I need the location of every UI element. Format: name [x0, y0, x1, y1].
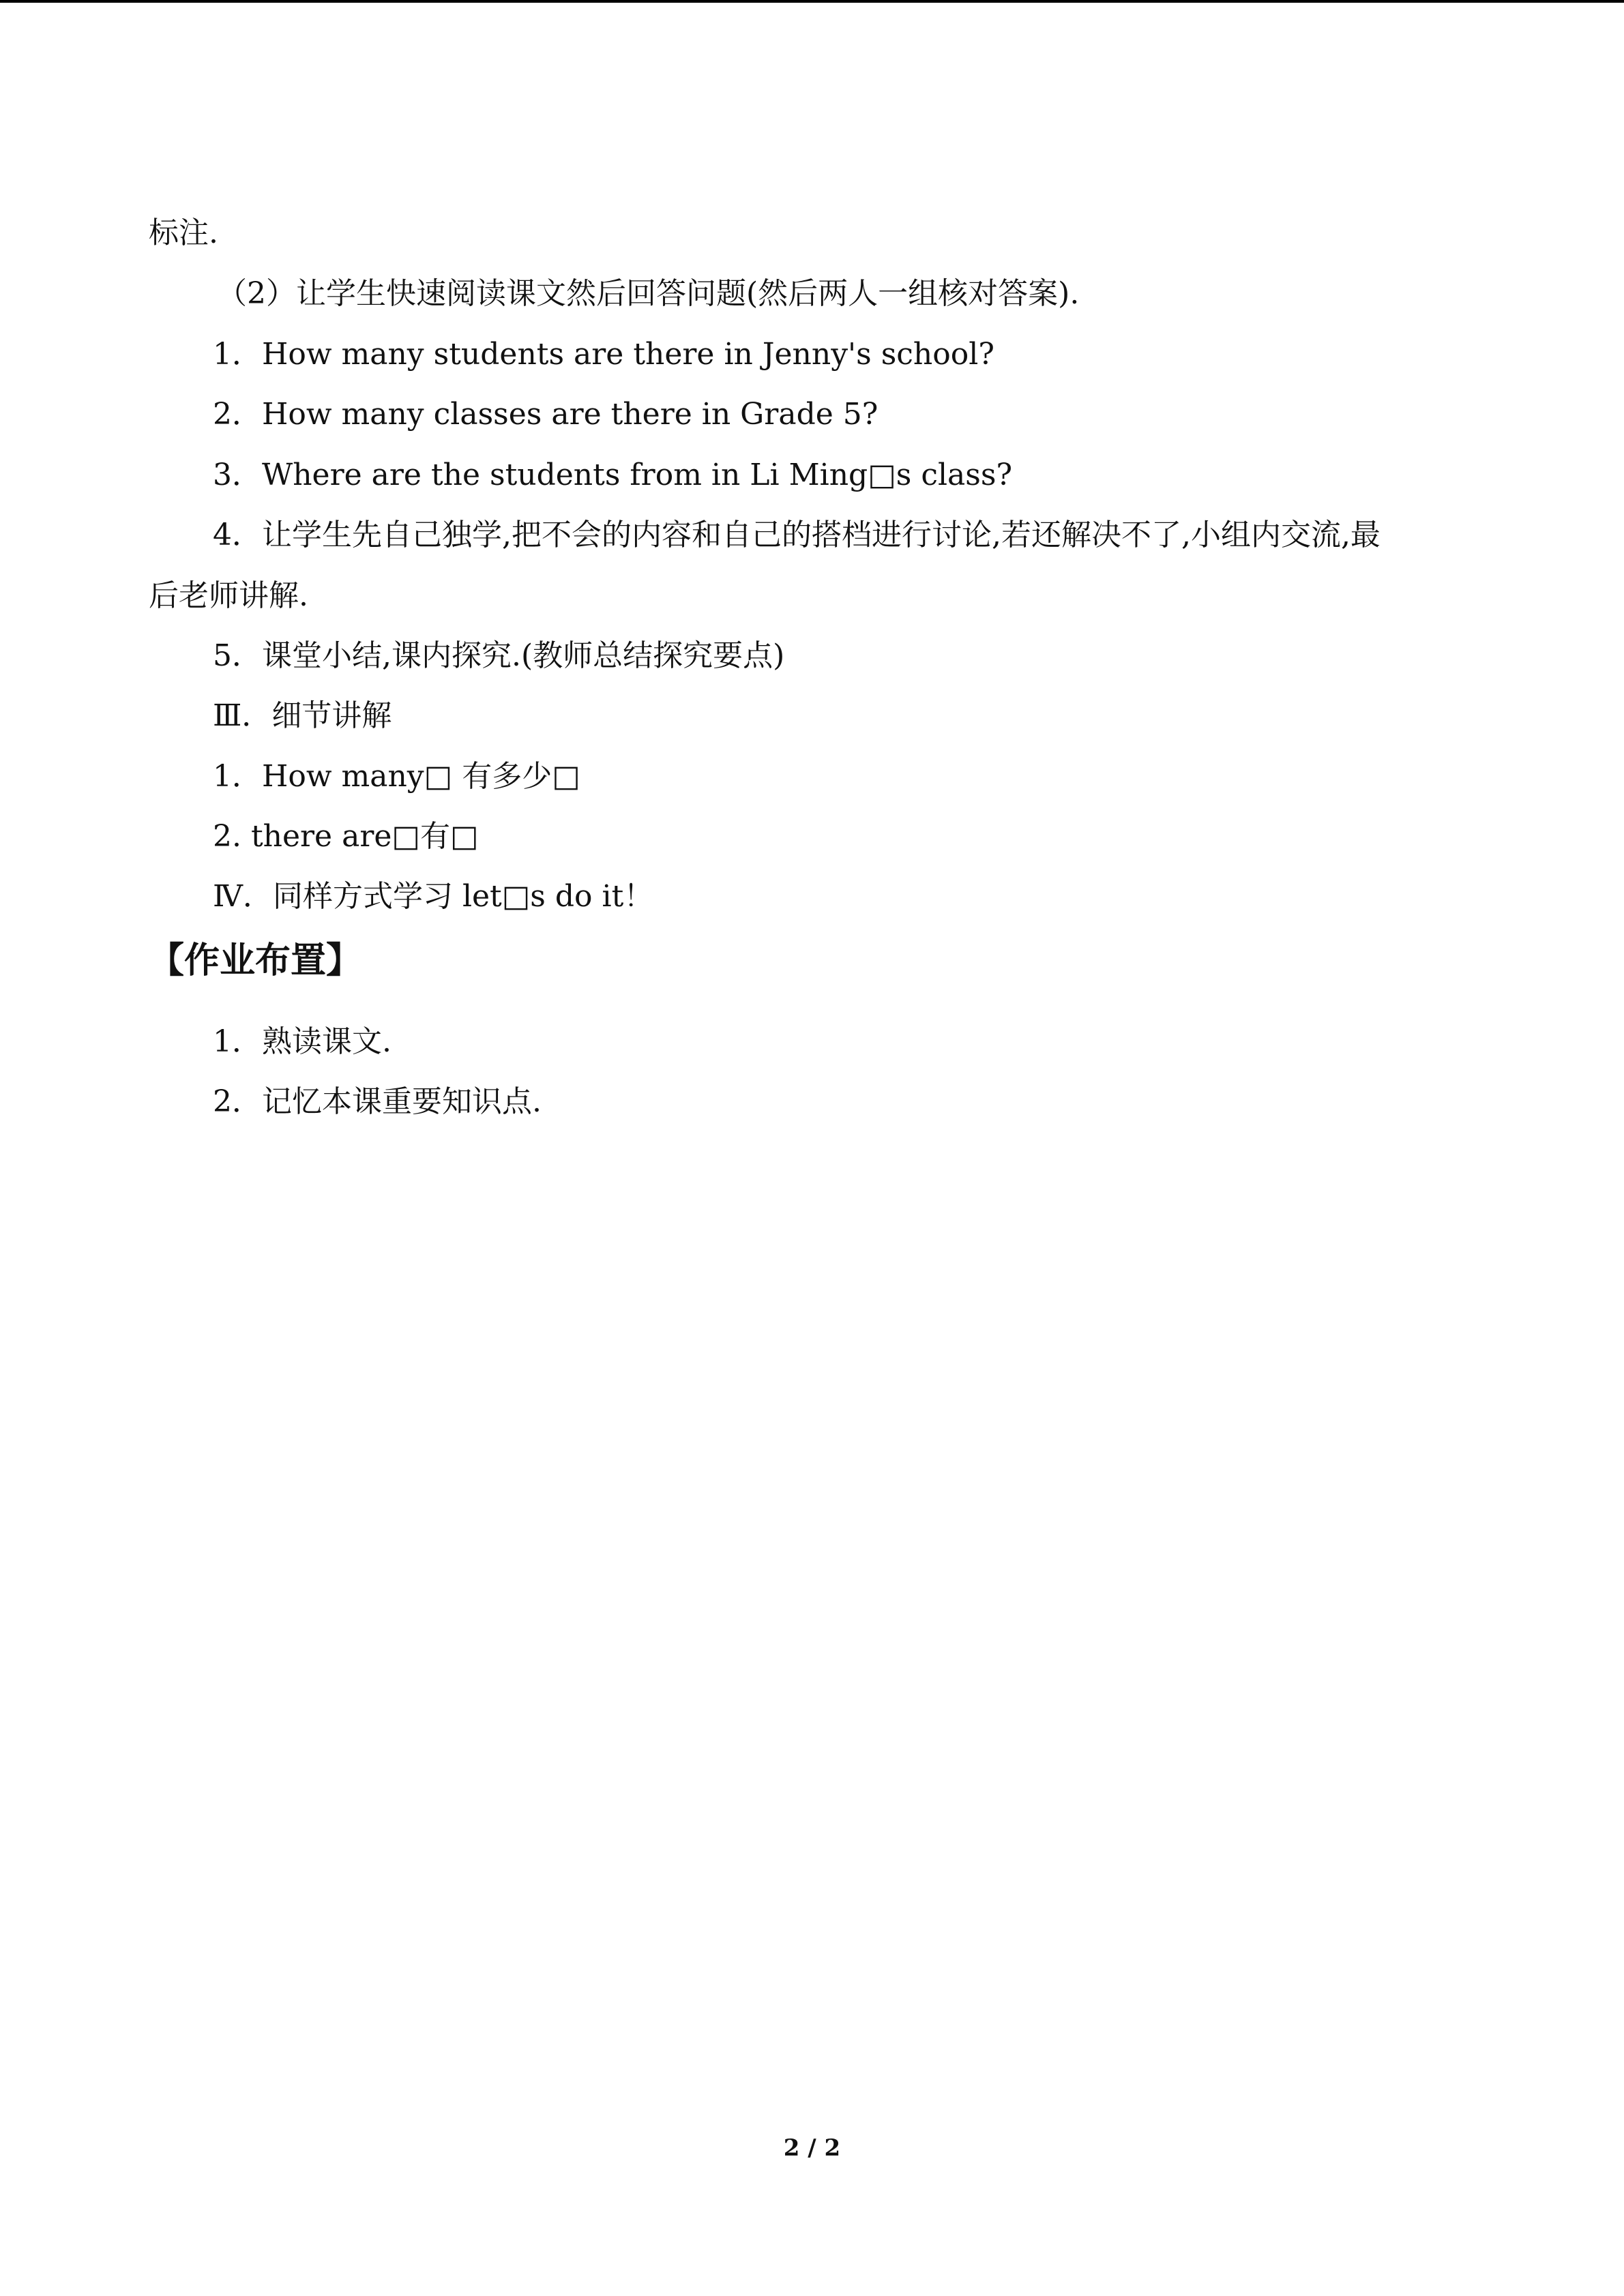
step-4-continuation: 后老师讲解.: [149, 578, 308, 613]
step-5: 5．课堂小结,课内探究.(教师总结探究要点): [213, 638, 785, 673]
section-iii-title: Ⅲ．细节讲解: [213, 698, 392, 733]
step-4: 4．让学生先自己独学,把不会的内容和自己的搭档进行讨论,若还解决不了,小组内交流,最: [213, 518, 1381, 552]
question-1: 1．How many students are there in Jenny's school?: [213, 337, 994, 372]
detail-2: 2. there are□有□: [213, 819, 479, 854]
homework-item-1: 1．熟读课文.: [213, 1024, 392, 1059]
page-number: 2 / 2: [783, 2134, 841, 2162]
question-2: 2．How many classes are there in Grade 5?: [213, 397, 879, 432]
section-iv-title: Ⅳ．同样方式学习 let□s do it！: [213, 879, 654, 914]
text-line-step-2: （2）让学生快速阅读课文然后回答问题(然后两人一组核对答案).: [217, 276, 1080, 311]
homework-heading: 【作业布置】: [149, 940, 362, 981]
question-3: 3．Where are the students from in Li Ming□s class?: [213, 458, 1013, 492]
text-line-continuation: 标注.: [149, 215, 218, 250]
homework-item-2: 2．记忆本课重要知识点.: [213, 1084, 542, 1119]
detail-1: 1．How many□ 有多少□: [213, 759, 580, 794]
